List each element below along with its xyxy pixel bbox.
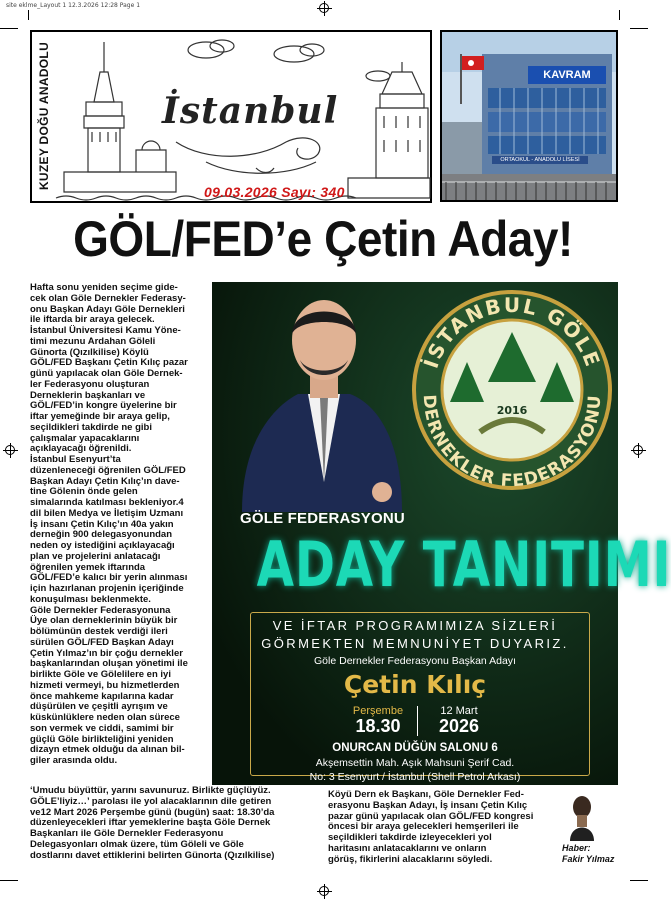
poster-subtitle: Göle Dernekler Federasyonu Başkan Adayı [314,655,516,667]
poster-invite-line: GÖRMEKTEN MEMNUNİYET DUYARIZ. [261,636,569,651]
masthead-side-label: KUZEY DOĞU ANADOLU [37,41,51,191]
crop-mark [0,28,18,29]
candidate-name: Çetin Kılıç [343,670,487,699]
event-date: 12 Mart [440,705,478,717]
crop-mark [28,10,29,20]
crop-mark [630,880,648,881]
poster-invite-line: VE İFTAR PROGRAMIMIZA SİZLERİ [272,618,558,633]
masthead-title: İstanbul [162,90,339,132]
building-subsign: ORTAOKUL - ANADOLU LİSESİ [492,156,588,164]
registration-mark [633,445,643,455]
building-sign: KAVRAM [528,66,606,84]
svg-text:İSTANBUL GÖLE [419,293,606,371]
headline: GÖL/FED’e Çetin Aday! [73,211,573,267]
article-continuation: ‘Umudu büyüttür, yarını savunuruz. Birlikte güçlüyüz. GÖLE’liyiz…’ parolası ile yol alacaklarının dile getiren ve12 Mart 2026 Perşembe günü (bugün) saat: 18.30’da düzenleyecekleri iftar yemeklerine başta Göle Dernek Başkanları ile Göle Dernekler Federasyonu Delegasyonları olmak üzere, tüm Göleli ve Göle dostlarını davet ettiklerini belirten Günorta (Qızılkilise) [30,785,275,861]
logo-year: 2016 [496,404,528,417]
poster-big-title: ADAY TANITIMI [256,528,671,601]
masthead [30,30,432,203]
registration-mark [5,445,15,455]
event-venue: ONURCAN DÜĞÜN SALONU 6 [332,742,498,754]
logo-ring-text [212,282,618,522]
issue-date-number: 09.03.2026 Sayı: 340 [204,184,345,200]
reporter-label: Haber: [562,843,591,853]
crop-mark [619,10,620,20]
reporter-credit [562,843,614,865]
crop-mark [0,880,18,881]
event-time: 18.30 [355,716,401,736]
logo-top-text: İSTANBUL GÖLE [418,292,606,372]
event-year: 2026 [438,716,480,736]
poster-label: GÖLE FEDERASYONU [240,510,405,527]
logo-bottom-text: DERNEKLER FEDERASYONU [418,394,606,492]
article-paragraph: İstanbul Esenyurt’ta düzenleneceği öğrenilen GÖL/FED Başkan Adayı Çetin Kılıç’ın dave- tine Gölenin önde gelen simalarında katılması bekleniyor.4 dil bilen Medya ve İletişim Uzmanı İş insanı Çetin Kılıç’ın 40a yakın derneğin 900 delegasyonundan neden oy istediğini açıklayacağı plan ve projelerini anlatacağı öğrenilen yemek iftarında GÖL/FED’e kalıcı bir yerin alınması için hazırlanan projenin içeriğinde konuşulması beklenmekte. [30,454,188,605]
event-day: Perşembe [352,705,404,717]
registration-mark [319,886,329,896]
building-illustration [442,32,616,200]
school-building-photo [440,30,618,202]
event-address: Akşemsettin Mah. Aşık Mahsuni Şerif Cad. [315,757,515,769]
article-column [30,283,208,767]
event-poster [212,282,671,785]
event-address: No: 3 Esenyurt / İstanbul (Shell Petrol Arkası) [309,771,521,783]
article-paragraph: Göle Dernekler Federasyonuna Üye olan derneklerinin büyük bir bölümünün destek verdiği ileri sürülen GÖL/FED Başkan Adayı Çetin Yılmaz’ın bir çoğu dernekler başkanlarından oluşan yönetimi ile birlikte Göle ve Gölelilere en iyi hizmeti vermeyi, bu hizmetlerden önce mahkeme kapılarına kadar düşürülen ve çeşitli ayrışım ve küskünlüklere neden olan sürece son vermek ve ciddi, samimi bir güçlü Göle birlikteliğini yeniden dizayn etmek olduğu da alınan bil- giler arasında oldu. [30,604,188,766]
registration-mark [319,3,329,13]
article-paragraph: Hafta sonu yeniden seçime gide- cek olan Göle Dernekler Federasy- onu Başkan Adayı Göle Dernekleri ile iftarda bir araya gelecek. [30,282,186,326]
page-slug: site eklme_Layout 1 12.3.2026 12:28 Page 1 [6,2,141,9]
article-paragraph: İstanbul Üniversitesi Kamu Yöne- timi mezunu Ardahan Göleli Günorta (Qızılkilise) Köylü GÖL/FED Başkanı Çetin Kılıç pazar günü yapılacak olan Göle Dernek- ler Federasyonu oluşturan Derneklerin başkanları ve GÖL/FED’in kongre üyelerine bir iftar yemeğinde bir araya gelip, seçildikleri takdirde ne gibi çalışmalar yapacaklarını açıklayacağı öğrenildi. [30,325,188,455]
crop-mark [630,28,648,29]
reporter-name: Fakir Yılmaz [562,854,615,864]
divider [417,706,418,736]
article-continuation: Köyü Dern ek Başkanı, Göle Dernekler Fed- erasyonu Başkan Adayı, İş insanı Çetin Kılıç pazar günü yapılacak olan GÖL/FED kongresi öncesi bir araya gelecekleri hemşerileri ile seçildikleri takdirde izleyecekleri yol haritasını anlatacaklarını ve onların görüş, fikirlerini alacaklarını söyledi. [328,789,534,865]
